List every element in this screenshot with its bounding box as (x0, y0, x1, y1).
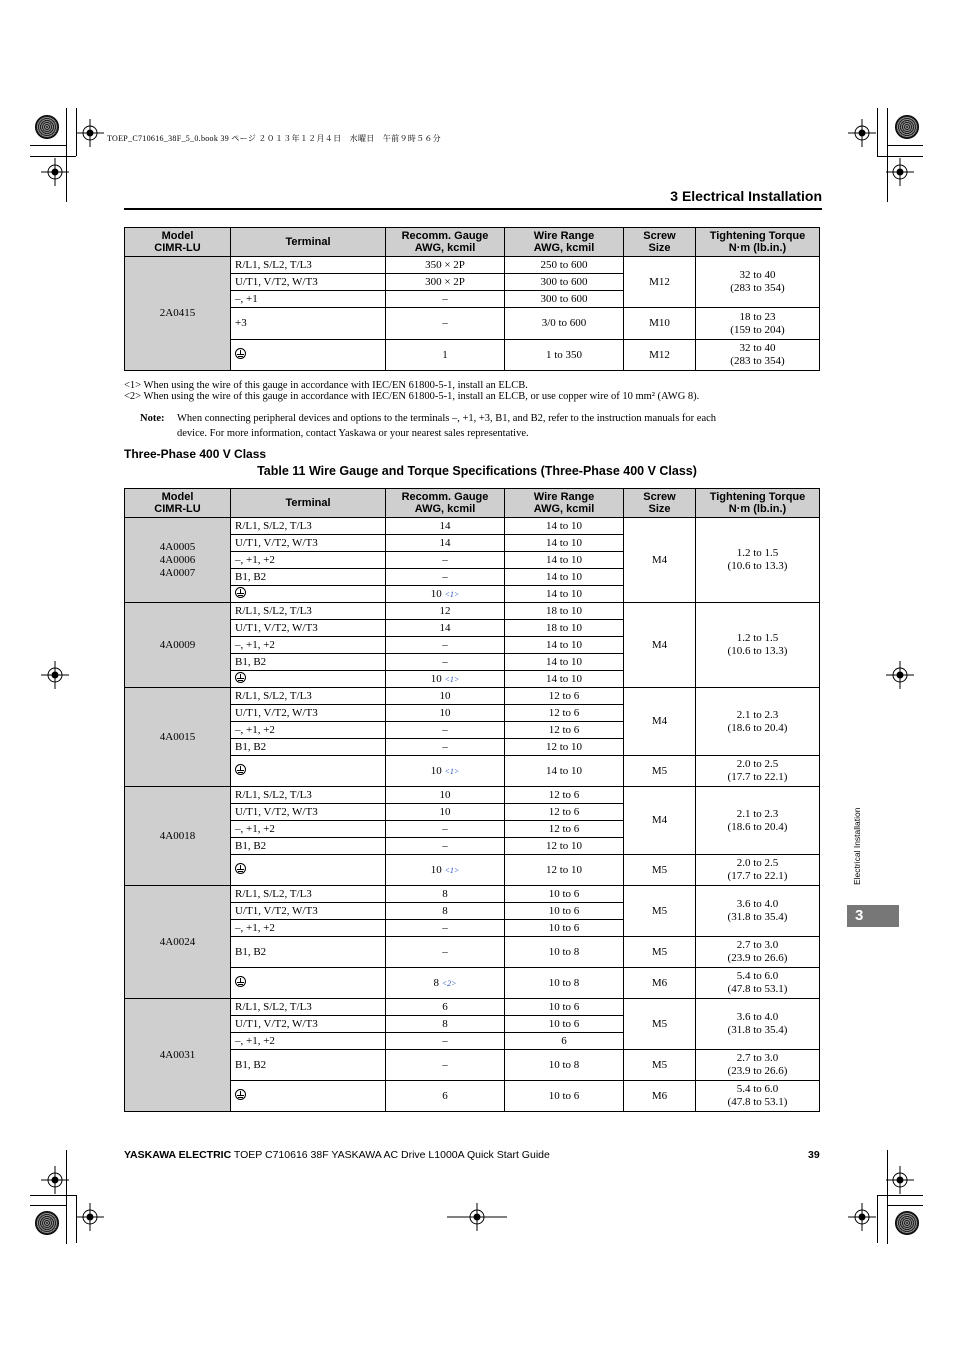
col-header-model: Model CIMR-LU (125, 228, 231, 257)
model-cell: 4A0015 (125, 688, 231, 787)
range-cell: 14 to 10 (505, 518, 624, 535)
gauge-cell: – (386, 1050, 505, 1081)
screw-cell: M5 (624, 855, 696, 886)
gauge-cell: 14 (386, 535, 505, 552)
terminal-cell: –, +1, +2 (231, 552, 386, 569)
terminal-cell-ground (231, 1081, 386, 1112)
torque-cell: 2.0 to 2.5 (17.7 to 22.1) (696, 855, 820, 886)
gauge-cell: – (386, 654, 505, 671)
gauge-cell: – (386, 821, 505, 838)
terminal-cell: –, +1, +2 (231, 722, 386, 739)
range-cell: 10 to 8 (505, 1050, 624, 1081)
gauge-cell: 10 (386, 705, 505, 722)
torque-cell: 2.0 to 2.5 (17.7 to 22.1) (696, 756, 820, 787)
screw-cell: M10 (624, 308, 696, 340)
range-cell: 12 to 6 (505, 804, 624, 821)
gauge-cell: 10 <1> (386, 671, 505, 688)
screw-cell: M5 (624, 1050, 696, 1081)
terminal-cell: +3 (231, 308, 386, 340)
note-text-line-2: device. For more information, contact Yaskawa or your nearest sales representative. (177, 428, 529, 439)
terminal-cell: R/L1, S/L2, T/L3 (231, 257, 386, 274)
terminal-cell-ground (231, 586, 386, 603)
model-cell: 4A0031 (125, 999, 231, 1112)
range-cell: 14 to 10 (505, 586, 624, 603)
terminal-cell-ground (231, 756, 386, 787)
ground-icon (235, 764, 246, 775)
note-ref: <1> (444, 674, 460, 684)
footer-line (124, 1149, 550, 1161)
range-cell: 10 to 6 (505, 903, 624, 920)
terminal-cell-ground (231, 671, 386, 688)
torque-cell: 3.6 to 4.0 (31.8 to 35.4) (696, 886, 820, 937)
torque-cell: 32 to 40 (283 to 354) (696, 340, 820, 371)
gauge-cell: – (386, 291, 505, 308)
screw-cell: M5 (624, 756, 696, 787)
model-cell: 4A0005 4A0006 4A0007 (125, 518, 231, 603)
halftone-mark-bottom-left (35, 1211, 59, 1235)
gauge-cell: 10 <1> (386, 756, 505, 787)
subheading-400v: Three-Phase 400 V Class (124, 447, 267, 461)
terminal-cell: B1, B2 (231, 1050, 386, 1081)
gauge-cell: – (386, 937, 505, 968)
ground-icon (235, 587, 246, 598)
terminal-cell: B1, B2 (231, 937, 386, 968)
range-cell: 10 to 8 (505, 968, 624, 999)
model-cell: 2A0415 (125, 257, 231, 371)
crop-header-text: TOEP_C710616_38F_5_0.book 39 ページ ２０１３年１２月４日 水曜日 午前９時５６分 (107, 134, 441, 143)
range-cell: 14 to 10 (505, 637, 624, 654)
col-header-gauge: Recomm. Gauge AWG, kcmil (386, 489, 505, 518)
screw-cell: M4 (624, 603, 696, 688)
col-header-terminal: Terminal (231, 228, 386, 257)
screw-cell: M5 (624, 999, 696, 1050)
ground-icon (235, 863, 246, 874)
range-cell: 10 to 6 (505, 1081, 624, 1112)
terminal-cell: B1, B2 (231, 654, 386, 671)
col-header-torque: Tightening Torque N·m (lb.in.) (696, 489, 820, 518)
side-section-label: Electrical Installation (852, 807, 862, 885)
terminal-cell: R/L1, S/L2, T/L3 (231, 518, 386, 535)
gauge-cell: – (386, 569, 505, 586)
range-cell: 10 to 8 (505, 937, 624, 968)
halftone-mark-top-right (895, 115, 919, 139)
footer-brand: YASKAWA ELECTRIC (124, 1149, 232, 1161)
torque-cell: 2.1 to 2.3 (18.6 to 20.4) (696, 688, 820, 756)
terminal-cell: U/T1, V/T2, W/T3 (231, 705, 386, 722)
gauge-cell: 8 (386, 903, 505, 920)
gauge-cell: 12 (386, 603, 505, 620)
range-cell: 6 (505, 1033, 624, 1050)
terminal-cell: –, +1 (231, 291, 386, 308)
ground-icon (235, 976, 246, 987)
torque-cell: 1.2 to 1.5 (10.6 to 13.3) (696, 603, 820, 688)
torque-cell: 5.4 to 6.0 (47.8 to 53.1) (696, 1081, 820, 1112)
col-header-range: Wire Range AWG, kcmil (505, 489, 624, 518)
terminal-cell: B1, B2 (231, 739, 386, 756)
torque-cell: 5.4 to 6.0 (47.8 to 53.1) (696, 968, 820, 999)
footer-doc-title: TOEP C710616 38F YASKAWA AC Drive L1000A Quick Start Guide (231, 1149, 550, 1161)
gauge-cell: 10 (386, 787, 505, 804)
screw-cell: M6 (624, 968, 696, 999)
gauge-cell: – (386, 552, 505, 569)
range-cell: 18 to 10 (505, 603, 624, 620)
halftone-mark-bottom-right (895, 1211, 919, 1235)
terminal-cell: B1, B2 (231, 838, 386, 855)
table-caption: Table 11 Wire Gauge and Torque Specifications (Three-Phase 400 V Class) (257, 464, 697, 478)
gauge-cell: 6 (386, 999, 505, 1016)
wire-spec-table-400v (124, 488, 820, 1112)
gauge-cell: 10 (386, 804, 505, 821)
screw-cell: M5 (624, 886, 696, 937)
range-cell: 12 to 6 (505, 722, 624, 739)
side-chapter-tab: 3 (847, 905, 899, 927)
range-cell: 14 to 10 (505, 756, 624, 787)
range-cell: 18 to 10 (505, 620, 624, 637)
torque-cell: 32 to 40 (283 to 354) (696, 257, 820, 308)
range-cell: 300 to 600 (505, 274, 624, 291)
range-cell: 12 to 10 (505, 855, 624, 886)
screw-cell: M4 (624, 787, 696, 855)
terminal-cell: R/L1, S/L2, T/L3 (231, 603, 386, 620)
ground-icon (235, 672, 246, 683)
gauge-cell: 14 (386, 620, 505, 637)
range-cell: 10 to 6 (505, 920, 624, 937)
col-header-screw: Screw Size (624, 489, 696, 518)
terminal-cell: R/L1, S/L2, T/L3 (231, 886, 386, 903)
gauge-cell: – (386, 722, 505, 739)
note-label: Note: (140, 413, 165, 424)
gauge-cell: 14 (386, 518, 505, 535)
col-header-model: Model CIMR-LU (125, 489, 231, 518)
gauge-cell: 10 (386, 688, 505, 705)
terminal-cell-ground (231, 968, 386, 999)
screw-cell: M5 (624, 937, 696, 968)
range-cell: 14 to 10 (505, 569, 624, 586)
terminal-cell: R/L1, S/L2, T/L3 (231, 688, 386, 705)
range-cell: 12 to 6 (505, 821, 624, 838)
terminal-cell: U/T1, V/T2, W/T3 (231, 1016, 386, 1033)
torque-cell: 1.2 to 1.5 (10.6 to 13.3) (696, 518, 820, 603)
note-ref: <1> (444, 865, 460, 875)
range-cell: 250 to 600 (505, 257, 624, 274)
terminal-cell: –, +1, +2 (231, 1033, 386, 1050)
gauge-cell: 10 <1> (386, 586, 505, 603)
gauge-cell: – (386, 1033, 505, 1050)
gauge-cell: 8 (386, 1016, 505, 1033)
model-cell: 4A0024 (125, 886, 231, 999)
note-ref: <1> (444, 589, 460, 599)
range-cell: 14 to 10 (505, 552, 624, 569)
gauge-cell: – (386, 838, 505, 855)
gauge-cell: – (386, 739, 505, 756)
note-ref: <2> (441, 978, 457, 988)
torque-cell: 2.7 to 3.0 (23.9 to 26.6) (696, 937, 820, 968)
range-cell: 1 to 350 (505, 340, 624, 371)
range-cell: 12 to 6 (505, 705, 624, 722)
gauge-cell: 1 (386, 340, 505, 371)
gauge-cell: – (386, 308, 505, 340)
range-cell: 12 to 6 (505, 688, 624, 705)
model-cell: 4A0018 (125, 787, 231, 886)
torque-cell: 18 to 23 (159 to 204) (696, 308, 820, 340)
range-cell: 10 to 6 (505, 999, 624, 1016)
range-cell: 10 to 6 (505, 886, 624, 903)
range-cell: 12 to 10 (505, 739, 624, 756)
screw-cell: M12 (624, 340, 696, 371)
col-header-terminal: Terminal (231, 489, 386, 518)
terminal-cell: R/L1, S/L2, T/L3 (231, 999, 386, 1016)
note-ref: <1> (444, 766, 460, 776)
screw-cell: M4 (624, 688, 696, 756)
screw-cell: M6 (624, 1081, 696, 1112)
range-cell: 14 to 10 (505, 671, 624, 688)
footnote-1: <1> When using the wire of this gauge in accordance with IEC/EN 61800-5-1, install an ELCB. (124, 380, 528, 391)
gauge-cell: 6 (386, 1081, 505, 1112)
gauge-cell: 350 × 2P (386, 257, 505, 274)
col-header-gauge: Recomm. Gauge AWG, kcmil (386, 228, 505, 257)
torque-cell: 2.1 to 2.3 (18.6 to 20.4) (696, 787, 820, 855)
terminal-cell: –, +1, +2 (231, 637, 386, 654)
range-cell: 14 to 10 (505, 654, 624, 671)
section-title: 3 Electrical Installation (670, 188, 822, 204)
footnote-2: <2> When using the wire of this gauge in accordance with IEC/EN 61800-5-1, install an ELCB, or use copper wire of 10 mm² (AWG 8). (124, 391, 700, 402)
note-text-line-1: When connecting peripheral devices and options to the terminals –, +1, +3, B1, and B2, refer to the instruction manuals for each (177, 413, 717, 424)
terminal-cell: –, +1, +2 (231, 920, 386, 937)
terminal-cell: –, +1, +2 (231, 821, 386, 838)
gauge-cell: 8 (386, 886, 505, 903)
terminal-cell: U/T1, V/T2, W/T3 (231, 535, 386, 552)
range-cell: 10 to 6 (505, 1016, 624, 1033)
gauge-cell: 10 <1> (386, 855, 505, 886)
gauge-cell: 8 <2> (386, 968, 505, 999)
gauge-cell: 300 × 2P (386, 274, 505, 291)
terminal-cell: U/T1, V/T2, W/T3 (231, 274, 386, 291)
range-cell: 3/0 to 600 (505, 308, 624, 340)
screw-cell: M4 (624, 518, 696, 603)
header-rule (124, 208, 822, 210)
torque-cell: 3.6 to 4.0 (31.8 to 35.4) (696, 999, 820, 1050)
range-cell: 12 to 10 (505, 838, 624, 855)
col-header-torque: Tightening Torque N·m (lb.in.) (696, 228, 820, 257)
page-number: 39 (808, 1149, 820, 1161)
terminal-cell: R/L1, S/L2, T/L3 (231, 787, 386, 804)
terminal-cell-ground (231, 340, 386, 371)
terminal-cell: U/T1, V/T2, W/T3 (231, 903, 386, 920)
col-header-range: Wire Range AWG, kcmil (505, 228, 624, 257)
terminal-cell: U/T1, V/T2, W/T3 (231, 620, 386, 637)
ground-icon (235, 348, 246, 359)
col-header-screw: Screw Size (624, 228, 696, 257)
screw-cell: M12 (624, 257, 696, 308)
torque-cell: 2.7 to 3.0 (23.9 to 26.6) (696, 1050, 820, 1081)
range-cell: 14 to 10 (505, 535, 624, 552)
range-cell: 300 to 600 (505, 291, 624, 308)
wire-spec-table-200v (124, 227, 820, 371)
terminal-cell: U/T1, V/T2, W/T3 (231, 804, 386, 821)
terminal-cell-ground (231, 855, 386, 886)
range-cell: 12 to 6 (505, 787, 624, 804)
halftone-mark-top-left (35, 115, 59, 139)
model-cell: 4A0009 (125, 603, 231, 688)
ground-icon (235, 1089, 246, 1100)
gauge-cell: – (386, 920, 505, 937)
terminal-cell: B1, B2 (231, 569, 386, 586)
gauge-cell: – (386, 637, 505, 654)
